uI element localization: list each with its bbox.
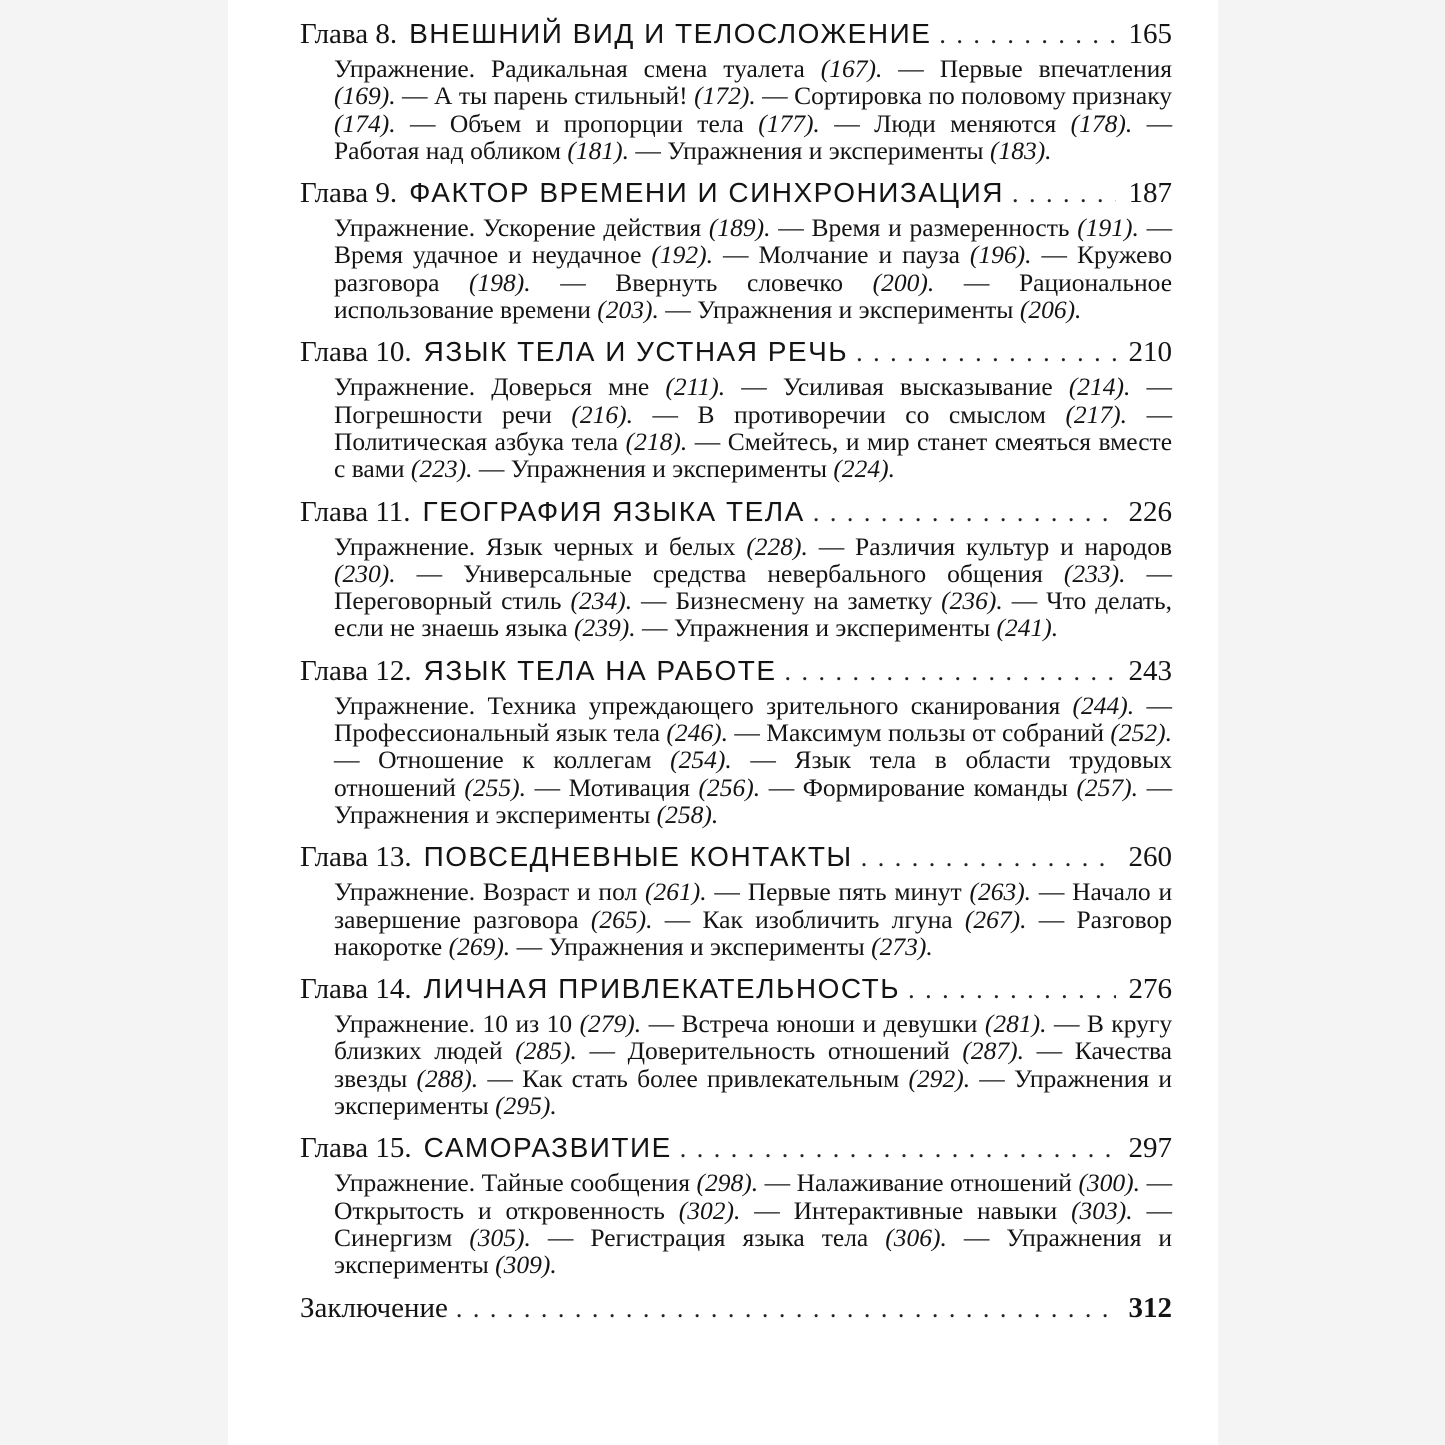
section-list <box>300 533 1172 642</box>
section-page-ref: (206). <box>1019 295 1082 325</box>
section-page-ref: (267). <box>964 904 1027 934</box>
section-separator: — <box>768 772 795 802</box>
section-separator: — <box>402 81 428 111</box>
section-separator: — <box>734 718 760 748</box>
chapter-title: ЛИЧНАЯ ПРИВЛЕКАТЕЛЬНОСТЬ <box>423 973 901 1005</box>
section-separator: — <box>478 454 505 484</box>
chapter-label: Глава 10. <box>300 336 412 369</box>
section-page-ref: (263). <box>969 877 1032 907</box>
section-page-ref: (265). <box>590 904 653 934</box>
section-title: Бизнесмену на заметку <box>675 586 933 616</box>
section-separator: — <box>723 240 749 270</box>
section-title: Сортировка по половому признаку <box>794 81 1173 111</box>
section-page-ref: (254). <box>670 745 732 775</box>
section-page-ref: (223). <box>410 454 473 484</box>
section-page-ref: (244). <box>1072 690 1135 720</box>
section-page-ref: (230). <box>334 558 396 588</box>
section-separator: — <box>1038 877 1065 907</box>
chapter-page-number: 243 <box>1128 654 1172 687</box>
chapter-label: Глава 8. <box>300 18 398 50</box>
chapter-label: Глава 9. <box>300 177 398 210</box>
section-title: Язык тела в области трудовых отношений <box>334 745 1172 802</box>
section-list <box>300 373 1172 482</box>
chapter-title: ГЕОГРАФИЯ ЯЗЫКА ТЕЛА <box>422 495 805 527</box>
chapter-title: ЯЗЫК ТЕЛА И УСТНАЯ РЕЧЬ <box>423 336 849 368</box>
section-separator: — <box>641 613 668 643</box>
section-page-ref: (224). <box>833 454 896 484</box>
section-page-ref: (191). <box>1077 213 1139 243</box>
section-page-ref: (285). <box>515 1036 577 1066</box>
section-title: Интерактивные навыки <box>793 1195 1058 1225</box>
section-page-ref: (196). <box>969 240 1032 270</box>
section-title: Как изобличить лгуна <box>702 904 953 934</box>
toc-entry <box>300 837 1172 960</box>
section-page-ref: (261). <box>645 877 707 907</box>
section-page-ref: (273). <box>871 931 933 961</box>
section-lead: Упражнение. <box>334 54 476 83</box>
section-separator: — <box>1146 690 1173 720</box>
chapter-heading <box>300 969 1172 1010</box>
chapter-heading <box>300 173 1172 214</box>
chapter-heading <box>300 492 1172 533</box>
section-list <box>300 55 1172 164</box>
section-title: Максимум пользы от собраний <box>766 718 1105 748</box>
dot-leader <box>456 1289 1116 1329</box>
dot-leader <box>861 838 1116 878</box>
chapter-label: Глава 11. <box>300 495 411 528</box>
section-separator: — <box>334 745 360 775</box>
section-page-ref: (203). <box>597 295 659 325</box>
section-title: Время удачное и неудачное <box>334 240 642 270</box>
section-page-ref: (189). <box>708 213 771 243</box>
section-separator: — <box>694 426 721 456</box>
section-page-ref: (241). <box>996 613 1059 643</box>
chapter-label: Глава 14. <box>300 973 412 1006</box>
section-lead: Упражнение. <box>334 531 476 561</box>
section-page-ref: (298). <box>696 1168 759 1198</box>
section-page-ref: (198). <box>469 267 531 297</box>
section-separator: — <box>1146 1168 1173 1198</box>
section-page-ref: (256). <box>698 772 761 802</box>
section-lead: Упражнение. <box>334 690 476 720</box>
section-title: Смейтесь, и мир станет смеяться вместе с вами <box>334 426 1173 484</box>
section-separator: — <box>652 399 679 429</box>
section-separator: — <box>665 295 691 325</box>
chapter-page-number: 297 <box>1128 1132 1172 1165</box>
section-separator: — <box>1146 213 1173 243</box>
section-title: Начало и завершение разговора <box>334 877 1173 934</box>
section-page-ref: (269). <box>448 931 511 961</box>
section-title: Доверься мне <box>491 372 650 402</box>
section-title: Мотивация <box>568 772 690 802</box>
chapter-heading <box>300 14 1172 55</box>
section-page-ref: (183). <box>989 135 1052 165</box>
section-page-ref: (305). <box>469 1222 531 1252</box>
section-separator: — <box>534 772 561 802</box>
section-separator: — <box>410 108 436 138</box>
section-page-ref: (233). <box>1063 558 1126 588</box>
section-lead: Упражнение. <box>334 1168 476 1198</box>
section-page-ref: (239). <box>573 613 636 643</box>
section-page-ref: (303). <box>1071 1195 1133 1225</box>
section-title: Погрешности речи <box>334 399 552 429</box>
section-page-ref: (234). <box>570 586 633 616</box>
conclusion-page-number: 312 <box>1128 1291 1172 1324</box>
section-page-ref: (228). <box>746 531 808 561</box>
section-title: Упражнения и эксперименты <box>510 454 828 484</box>
section-title: Регистрация языка тела <box>590 1222 869 1252</box>
section-page-ref: (211). <box>665 372 726 402</box>
dot-leader <box>856 333 1116 373</box>
section-separator: — <box>963 1222 990 1252</box>
section-title: Рациональное использование времени <box>334 267 1173 325</box>
section-title: Ввернуть словечко <box>615 267 844 297</box>
chapter-page-number: 226 <box>1128 495 1172 528</box>
section-separator: — <box>648 1009 675 1039</box>
section-separator: — <box>1038 904 1065 934</box>
section-title: Техника упреждающего зрительного сканирования <box>487 690 1061 720</box>
toc-entry <box>300 332 1172 482</box>
section-page-ref: (255). <box>464 772 527 802</box>
section-page-ref: (217). <box>1065 399 1128 429</box>
section-lead: Упражнение. <box>334 372 476 402</box>
section-separator: — <box>898 54 924 83</box>
section-separator: — <box>1053 1009 1080 1039</box>
section-title: Упражнения и эксперименты <box>667 135 984 165</box>
section-title: Что делать, если не знаешь языка <box>334 586 1173 643</box>
section-title: Объем и пропорции тела <box>449 108 744 138</box>
section-list <box>300 692 1172 828</box>
dot-leader <box>939 15 1116 55</box>
section-title: В кругу близких людей <box>334 1009 1173 1066</box>
section-separator: — <box>1146 372 1173 402</box>
section-separator: — <box>416 558 443 588</box>
section-title: Тайные сообщения <box>481 1168 690 1198</box>
section-separator: — <box>1146 399 1173 429</box>
chapter-label: Глава 12. <box>300 654 412 687</box>
section-title: Язык черных и белых <box>485 531 736 561</box>
section-list <box>300 878 1172 960</box>
section-separator: — <box>1146 772 1173 802</box>
section-title: Люди меняются <box>874 108 1057 138</box>
section-title: Встреча юноши и девушки <box>681 1009 978 1039</box>
section-list <box>300 1169 1172 1278</box>
chapter-heading <box>300 332 1172 373</box>
section-title: В противоречии со смыслом <box>697 399 1046 429</box>
chapter-page-number: 210 <box>1128 336 1172 369</box>
section-page-ref: (216). <box>571 399 633 429</box>
section-separator: — <box>741 372 767 402</box>
section-separator: — <box>560 267 586 297</box>
toc-entry-conclusion <box>300 1288 1172 1329</box>
section-lead: Упражнение. <box>334 1009 476 1039</box>
section-page-ref: (281). <box>984 1009 1047 1039</box>
section-page-ref: (309). <box>495 1250 557 1280</box>
section-title: Возраст и пол <box>482 877 638 907</box>
section-title: Различия культур и народов <box>855 531 1173 561</box>
section-title: Доверительность отношений <box>627 1036 950 1066</box>
section-page-ref: (288). <box>416 1063 479 1093</box>
section-title: Формирование команды <box>802 772 1068 802</box>
section-title: Упражнения и эксперименты <box>548 931 865 961</box>
section-separator: — <box>641 586 667 616</box>
chapter-page-number: 260 <box>1128 841 1172 874</box>
section-title: А ты парень стильный! <box>433 81 688 111</box>
section-separator: — <box>1041 240 1068 270</box>
section-separator: — <box>487 1063 513 1093</box>
section-title: Открытость и откровенность <box>334 1195 665 1225</box>
section-page-ref: (292). <box>908 1063 971 1093</box>
section-title: Разговор накоротке <box>334 904 1172 961</box>
chapter-title: ВНЕШНИЙ ВИД И ТЕЛОСЛОЖЕНИЕ <box>409 18 932 49</box>
section-separator: — <box>762 81 788 111</box>
section-title: Усиливая высказывание <box>782 372 1053 402</box>
section-separator: — <box>1146 1195 1173 1225</box>
section-page-ref: (167). <box>820 54 883 83</box>
section-title: Первые впечатления <box>939 54 1172 83</box>
section-separator: — <box>589 1036 615 1066</box>
chapter-title: ЯЗЫК ТЕЛА НА РАБОТЕ <box>423 654 777 686</box>
chapter-page-number: 187 <box>1128 177 1172 210</box>
section-separator: — <box>750 745 776 775</box>
dot-leader <box>680 1129 1116 1169</box>
section-page-ref: (295). <box>495 1091 557 1121</box>
section-title: Синергизм <box>334 1222 453 1252</box>
chapter-heading <box>300 651 1172 692</box>
section-separator: — <box>764 1168 791 1198</box>
section-page-ref: (306). <box>885 1222 947 1252</box>
dot-leader <box>908 970 1116 1010</box>
section-page-ref: (287). <box>962 1036 1025 1066</box>
section-title: Кружево разговора <box>334 240 1173 297</box>
section-separator: — <box>979 1063 1005 1093</box>
section-title: Универсальные средства невербального общения <box>463 558 1043 588</box>
section-title: Как стать более привлекательным <box>522 1063 900 1093</box>
section-separator: — <box>635 135 661 165</box>
toc-entry <box>300 651 1172 828</box>
section-title: Упражнения и эксперименты <box>334 1222 1173 1280</box>
section-separator: — <box>714 877 740 907</box>
conclusion-heading <box>300 1288 1172 1329</box>
section-page-ref: (181). <box>567 135 630 165</box>
section-page-ref: (300). <box>1078 1168 1141 1198</box>
chapter-heading <box>300 837 1172 878</box>
section-title: Время и размеренность <box>811 213 1070 243</box>
toc-entry <box>300 1128 1172 1278</box>
section-title: Работая над обликом <box>334 135 562 165</box>
section-title: Переговорный стиль <box>334 586 562 616</box>
section-lead: Упражнение. <box>334 877 476 907</box>
section-title: Упражнения и эксперименты <box>697 295 1014 325</box>
section-page-ref: (257). <box>1076 772 1139 802</box>
section-page-ref: (178). <box>1070 108 1133 138</box>
dot-leader <box>785 652 1116 692</box>
section-page-ref: (252). <box>1110 718 1173 748</box>
section-title: Упражнения и эксперименты <box>673 613 991 643</box>
section-page-ref: (177). <box>758 108 820 138</box>
section-separator: — <box>754 1195 780 1225</box>
section-title: Первые пять минут <box>747 877 962 907</box>
section-title: Качества звезды <box>334 1036 1172 1093</box>
section-title: Упражнения и эксперименты <box>334 799 651 829</box>
section-title: Молчание и пауза <box>758 240 960 270</box>
section-title: 10 из 10 <box>482 1009 573 1039</box>
section-title: Радикальная смена туалета <box>491 54 805 83</box>
dot-leader <box>1012 174 1116 214</box>
toc-entry <box>300 173 1172 323</box>
section-page-ref: (246). <box>666 718 728 748</box>
section-separator: — <box>516 931 543 961</box>
section-list <box>300 1010 1172 1119</box>
section-separator: — <box>1011 586 1038 616</box>
section-page-ref: (218). <box>625 426 688 456</box>
section-page-ref: (200). <box>872 267 935 297</box>
section-separator: — <box>1146 108 1173 138</box>
section-title: Налаживание отношений <box>796 1168 1072 1198</box>
chapter-title: ПОВСЕДНЕВНЫЕ КОНТАКТЫ <box>423 841 853 873</box>
section-separator: — <box>547 1222 574 1252</box>
section-page-ref: (169). <box>334 81 396 111</box>
section-lead: Упражнение. <box>334 213 476 243</box>
section-separator: — <box>1036 1036 1063 1066</box>
section-separator: — <box>963 267 990 297</box>
conclusion-label: Заключение <box>300 1291 448 1324</box>
section-separator: — <box>778 213 804 243</box>
section-title: Политическая азбука тела <box>334 426 619 456</box>
section-page-ref: (174). <box>334 108 396 138</box>
section-title: Профессиональный язык тела <box>334 718 660 748</box>
chapter-title: ФАКТОР ВРЕМЕНИ И СИНХРОНИЗАЦИЯ <box>409 177 1004 209</box>
toc-entry <box>300 492 1172 642</box>
dot-leader <box>813 493 1116 533</box>
section-separator: — <box>818 531 845 561</box>
section-list <box>300 214 1172 323</box>
section-page-ref: (279). <box>579 1009 642 1039</box>
section-separator: — <box>664 904 691 934</box>
toc-entry <box>300 14 1172 164</box>
section-separator: — <box>834 108 860 138</box>
toc-entry <box>300 969 1172 1119</box>
section-page-ref: (214). <box>1068 372 1131 402</box>
chapter-page-number: 276 <box>1128 973 1172 1006</box>
section-page-ref: (172). <box>694 81 756 111</box>
section-title: Ускорение действия <box>482 213 702 243</box>
chapter-title: САМОРАЗВИТИЕ <box>423 1132 672 1164</box>
chapter-label: Глава 15. <box>300 1132 412 1165</box>
section-page-ref: (236). <box>941 586 1003 616</box>
chapter-label: Глава 13. <box>300 841 412 874</box>
section-title: Упражнения и эксперименты <box>334 1063 1173 1121</box>
section-page-ref: (192). <box>651 240 714 270</box>
section-separator: — <box>1146 558 1172 588</box>
section-title: Отношение к коллегам <box>378 745 652 775</box>
chapter-page-number: 165 <box>1128 18 1172 50</box>
chapter-heading <box>300 1128 1172 1169</box>
section-page-ref: (258). <box>656 799 719 829</box>
section-page-ref: (302). <box>678 1195 741 1225</box>
table-of-contents <box>300 14 1172 1338</box>
